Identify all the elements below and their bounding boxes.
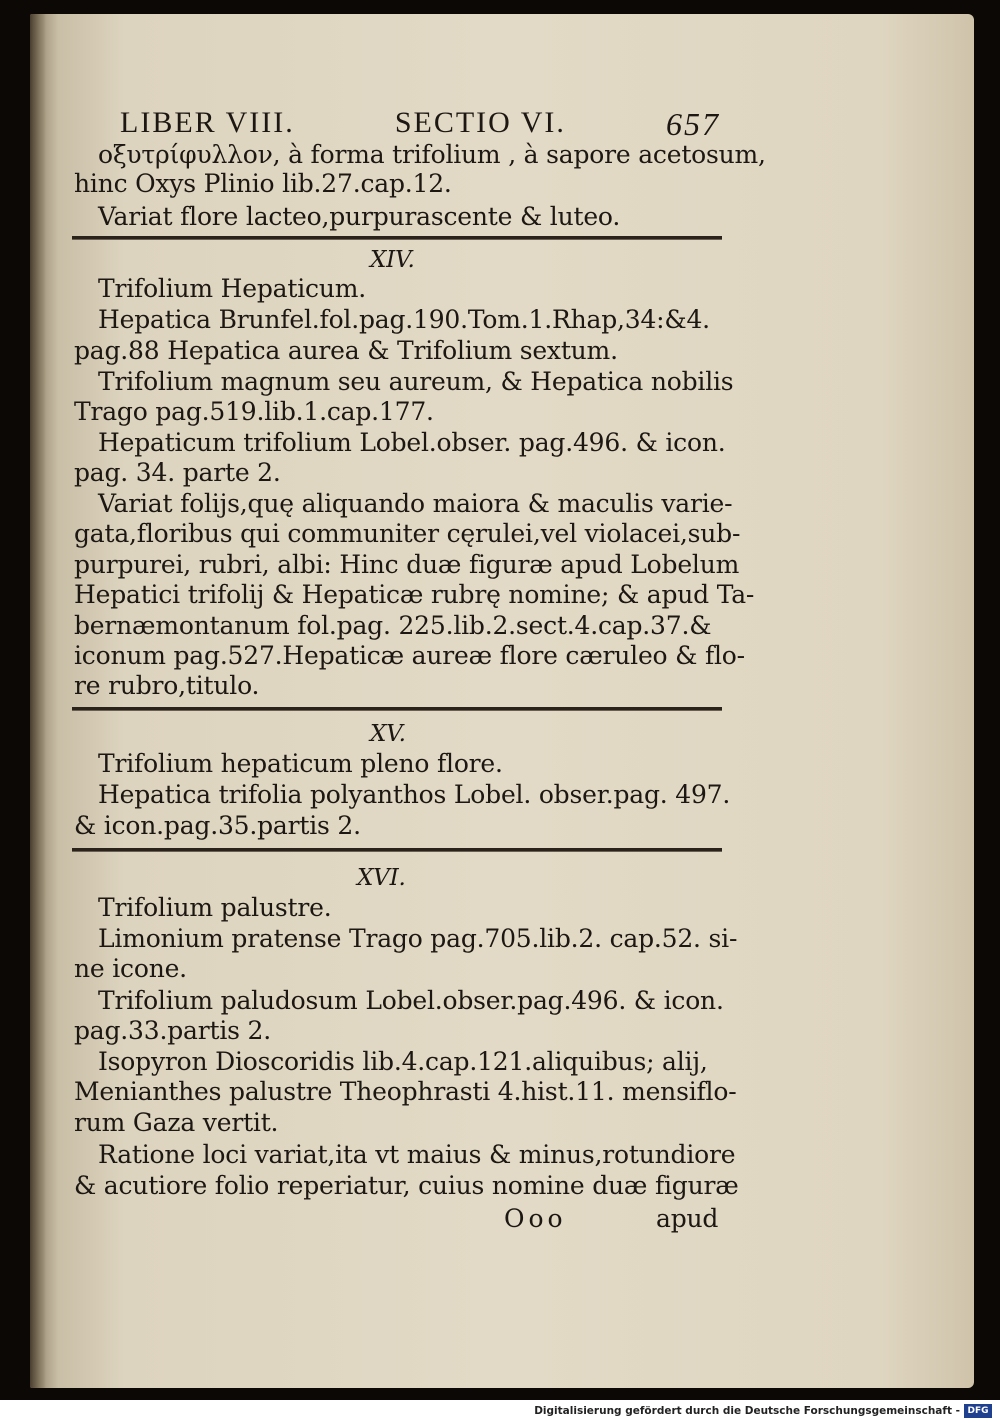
xiv-line-8: Variat folijs,quę aliquando maiora & maculis varie- [98, 489, 733, 518]
xiv-line-14: re rubro,titulo. [74, 671, 260, 700]
intro-line-3: Variat flore lacteo,purpurascente & luteo. [98, 202, 621, 231]
section-number-xiv: XIV. [370, 247, 415, 273]
xiv-line-6: Hepaticum trifolium Lobel.obser. pag.496. & icon. [98, 428, 726, 457]
xv-line-2: Hepatica trifolia polyanthos Lobel. obser.pag. 497. [98, 780, 731, 809]
xiv-line-3: pag.88 Hepatica aurea & Trifolium sextum. [74, 336, 618, 365]
xvi-line-8: rum Gaza vertit. [74, 1108, 279, 1137]
xiv-line-13: iconum pag.527.Hepaticæ aureæ flore cæruleo & flo- [74, 641, 745, 670]
xvi-line-10: & acutiore folio reperiatur, cuius nomine duæ figuræ [74, 1171, 739, 1200]
xiv-line-2: Hepatica Brunfel.fol.pag.190.Tom.1.Rhap,34:&4. [98, 305, 710, 334]
page-binding-edge [30, 14, 46, 1388]
header-liber: LIBER VIII. [120, 106, 295, 139]
header-sectio: SECTIO VI. [394, 106, 566, 139]
xvi-line-2: Limonium pratense Trago pag.705.lib.2. cap.52. si- [98, 924, 738, 953]
xvi-line-5: pag.33.partis 2. [74, 1016, 271, 1045]
xv-line-1: Trifolium hepaticum pleno flore. [98, 749, 503, 778]
xvi-line-3: ne icone. [74, 954, 187, 983]
signature-mark: Ooo [504, 1204, 567, 1233]
xv-line-3: & icon.pag.35.partis 2. [74, 811, 361, 840]
page-number: 657 [665, 106, 720, 142]
section-divider [72, 848, 722, 852]
xiv-line-7: pag. 34. parte 2. [74, 458, 281, 487]
section-divider [72, 707, 722, 711]
xiv-line-11: Hepatici trifolij & Hepaticæ rubrę nomine; & apud Ta- [74, 580, 755, 609]
dfg-logo-icon: DFG [964, 1404, 992, 1418]
xvi-line-7: Menianthes palustre Theophrasti 4.hist.11. mensiflo- [74, 1077, 737, 1106]
xiv-line-12: bernæmontanum fol.pag. 225.lib.2.sect.4.cap.37.& [74, 611, 712, 640]
footer-credit: Digitalisierung gefördert durch die Deutsche Forschungsgemeinschaft - [534, 1405, 960, 1417]
xvi-line-4: Trifolium paludosum Lobel.obser.pag.496. & icon. [98, 986, 724, 1015]
xvi-line-1: Trifolium palustre. [98, 893, 332, 922]
section-number-xv: XV. [370, 721, 406, 747]
section-divider [72, 236, 722, 240]
xiv-line-1: Trifolium Hepaticum. [98, 274, 366, 303]
intro-line-2: hinc Oxys Plinio lib.27.cap.12. [74, 169, 452, 198]
xvi-line-9: Ratione loci variat,ita vt maius & minus,rotundiore [98, 1140, 736, 1169]
xiv-line-4: Trifolium magnum seu aureum, & Hepatica nobilis [98, 367, 734, 396]
xiv-line-10: purpurei, rubri, albi: Hinc duæ figuræ apud Lobelum [74, 550, 740, 579]
xiv-line-5: Trago pag.519.lib.1.cap.177. [74, 397, 434, 426]
xiv-line-9: gata,floribus qui communiter cęrulei,vel violacei,sub- [74, 519, 741, 548]
xvi-line-6: Isopyron Dioscoridis lib.4.cap.121.aliquibus; alij, [98, 1047, 708, 1076]
intro-line-1: οξυτρίφυλλον, à forma trifolium , à sapore acetosum, [98, 140, 766, 169]
catchword: apud [656, 1204, 719, 1233]
digitization-footer [0, 1400, 1000, 1423]
book-page [30, 14, 974, 1388]
section-number-xvi: XVI. [357, 865, 406, 891]
